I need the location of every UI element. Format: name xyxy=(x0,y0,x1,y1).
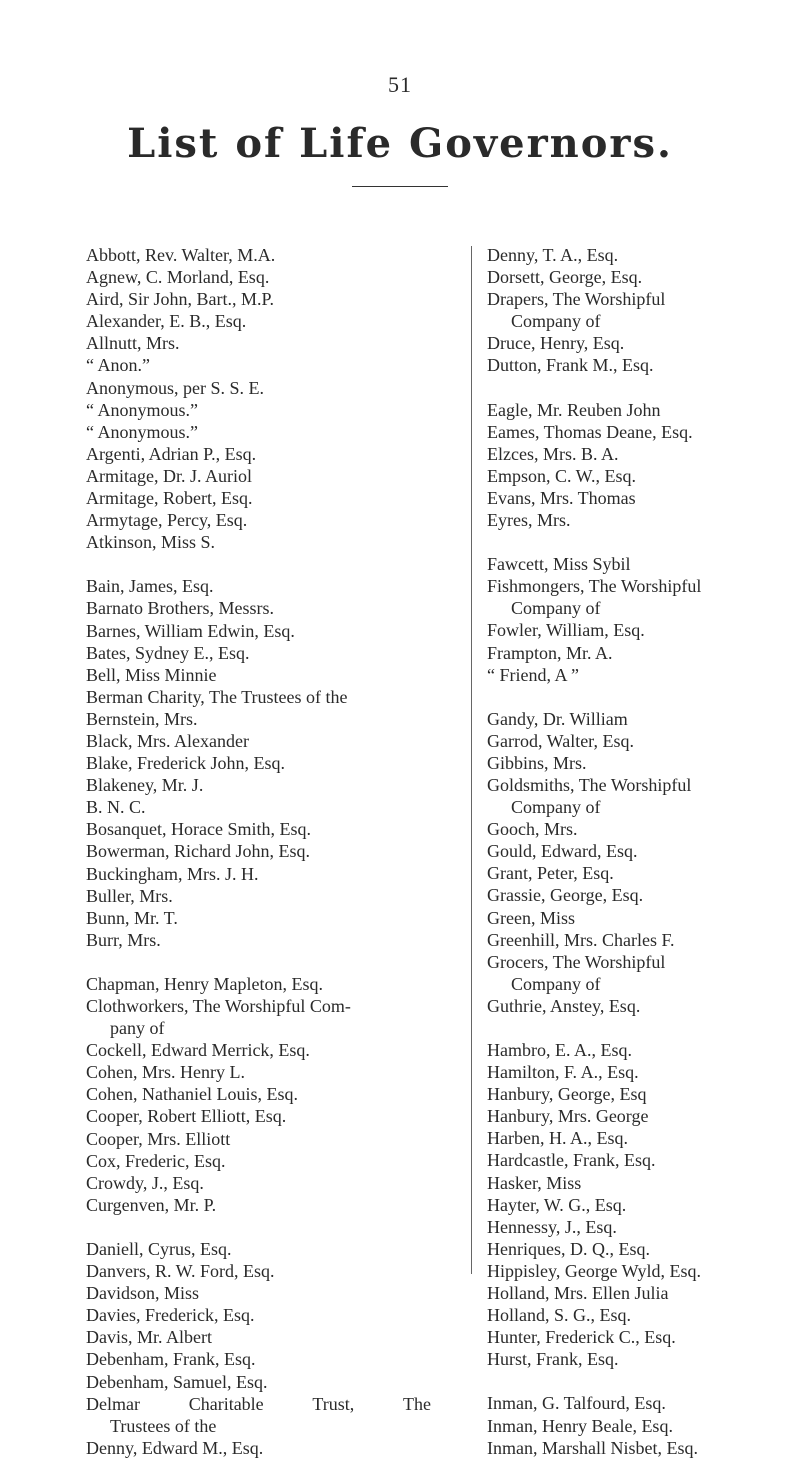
list-item: “ Anonymous.” xyxy=(86,399,198,420)
list-item-continuation: Company of xyxy=(511,797,601,818)
list-item: Hennessy, J., Esq. xyxy=(487,1216,617,1237)
list-item-word: The xyxy=(403,1393,431,1414)
list-item: Hasker, Miss xyxy=(487,1172,582,1193)
list-item: Guthrie, Anstey, Esq. xyxy=(487,995,641,1016)
list-item: Buller, Mrs. xyxy=(86,885,173,906)
list-item: Inman, G. Talfourd, Esq. xyxy=(487,1393,666,1414)
list-item-word: Charitable xyxy=(188,1393,264,1414)
list-item: Hardcastle, Frank, Esq. xyxy=(487,1150,656,1171)
list-item: Davis, Mr. Albert xyxy=(86,1327,212,1348)
list-item: Cohen, Mrs. Henry L. xyxy=(86,1062,245,1083)
list-item: Curgenven, Mr. P. xyxy=(86,1194,217,1215)
list-item: Alexander, E. B., Esq. xyxy=(86,311,247,332)
list-item: Grocers, The Worshipful xyxy=(487,951,666,972)
list-item: Dorsett, George, Esq. xyxy=(487,267,643,288)
list-item: Berman Charity, The Trustees of the xyxy=(86,686,348,707)
list-item: Hambro, E. A., Esq. xyxy=(487,1040,632,1060)
list-item: Armitage, Robert, Esq. xyxy=(86,488,253,509)
list-item: Chapman, Henry Mapleton, Esq. xyxy=(86,973,323,994)
list-item: Debenham, Samuel, Esq. xyxy=(86,1371,268,1392)
list-item: Bosanquet, Horace Smith, Esq. xyxy=(86,819,311,840)
list-item: Debenham, Frank, Esq. xyxy=(86,1349,256,1370)
list-item: Clothworkers, The Worshipful Com- xyxy=(86,996,351,1016)
list-item: Holland, Mrs. Ellen Julia xyxy=(487,1283,669,1304)
list-item: Holland, S. G., Esq. xyxy=(487,1305,631,1326)
list-item: Evans, Mrs. Thomas xyxy=(487,487,636,508)
title-rule xyxy=(352,186,448,187)
list-item: Greenhill, Mrs. Charles F. xyxy=(487,929,675,950)
list-item: Fishmongers, The Worshipful xyxy=(487,576,702,597)
list-item: Hurst, Frank, Esq. xyxy=(487,1349,619,1370)
list-item: Hunter, Frederick C., Esq. xyxy=(487,1327,676,1348)
list-item: Empson, C. W., Esq. xyxy=(487,465,637,486)
list-item: “ Anonymous.” xyxy=(86,421,198,442)
list-item-word: Trust, xyxy=(312,1393,355,1414)
list-item: Green, Miss xyxy=(487,907,575,928)
list-item: Argenti, Adrian P., Esq. xyxy=(86,443,257,464)
list-item: Burr, Mrs. xyxy=(86,929,161,950)
list-item: Bell, Miss Minnie xyxy=(86,664,217,685)
list-item-continuation: pany of xyxy=(110,1018,165,1039)
list-item: Eames, Thomas Deane, Esq. xyxy=(487,421,693,442)
list-item: Drapers, The Worshipful xyxy=(487,289,666,310)
list-item: Harben, H. A., Esq. xyxy=(487,1128,628,1149)
list-item: Armitage, Dr. J. Auriol xyxy=(86,465,252,486)
list-item: Agnew, C. Morland, Esq. xyxy=(86,267,270,288)
list-item: Denny, Edward M., Esq. xyxy=(86,1437,264,1458)
left-column-list xyxy=(86,244,446,1459)
list-item-continuation: Company of xyxy=(511,973,601,994)
list-item: Danvers, R. W. Ford, Esq. xyxy=(86,1261,275,1282)
list-item: B. N. C. xyxy=(86,797,146,818)
list-item: Goldsmiths, The Worshipful xyxy=(487,774,692,795)
list-item: Davidson, Miss xyxy=(86,1283,200,1304)
list-item-continuation: Company of xyxy=(511,311,601,332)
list-item: Grassie, George, Esq. xyxy=(487,885,644,906)
list-item: Black, Mrs. Alexander xyxy=(86,730,249,751)
list-item-continuation: Trustees of the xyxy=(110,1415,217,1436)
list-item: Allnutt, Mrs. xyxy=(86,333,180,354)
column-divider xyxy=(471,246,472,1274)
list-item: Hanbury, Mrs. George xyxy=(487,1106,649,1127)
list-item: Anonymous, per S. S. E. xyxy=(86,377,265,398)
list-item: Cockell, Edward Merrick, Esq. xyxy=(86,1040,310,1061)
list-item: Bernstein, Mrs. xyxy=(86,708,198,729)
list-item: Armytage, Percy, Esq. xyxy=(86,510,248,531)
right-column-list xyxy=(487,244,787,1459)
list-item-word: Delmar xyxy=(86,1393,140,1414)
list-item: Barnato Brothers, Messrs. xyxy=(86,598,274,619)
list-item: “ Anon.” xyxy=(86,355,150,376)
list-item: Hanbury, George, Esq xyxy=(487,1084,647,1105)
list-item: Inman, Henry Beale, Esq. xyxy=(487,1415,673,1436)
list-item: Gibbins, Mrs. xyxy=(487,752,587,773)
list-item: Henriques, D. Q., Esq. xyxy=(487,1238,650,1259)
list-item: Cox, Frederic, Esq. xyxy=(86,1150,226,1171)
list-item-continuation: Company of xyxy=(511,598,601,619)
list-item: Grant, Peter, Esq. xyxy=(487,863,614,884)
page-number: 51 xyxy=(388,72,412,97)
list-item: Aird, Sir John, Bart., M.P. xyxy=(86,289,275,310)
list-item: Cooper, Robert Elliott, Esq. xyxy=(86,1106,287,1127)
list-item: Cohen, Nathaniel Louis, Esq. xyxy=(86,1084,298,1105)
list-item: Barnes, William Edwin, Esq. xyxy=(86,620,295,641)
list-item: Hamilton, F. A., Esq. xyxy=(487,1062,639,1083)
list-item: Gould, Edward, Esq. xyxy=(487,841,638,862)
list-item: “ Friend, A ” xyxy=(487,664,579,685)
list-item: Dutton, Frank M., Esq. xyxy=(487,355,654,376)
list-item: Eyres, Mrs. xyxy=(487,510,571,531)
list-item: Gandy, Dr. William xyxy=(487,708,628,729)
list-item: Bates, Sydney E., Esq. xyxy=(86,642,250,663)
list-item: Denny, T. A., Esq. xyxy=(487,245,619,265)
list-item: Buckingham, Mrs. J. H. xyxy=(86,863,259,884)
list-item: Cooper, Mrs. Elliott xyxy=(86,1128,231,1149)
list-item: Hippisley, George Wyld, Esq. xyxy=(487,1260,702,1281)
list-item: Blake, Frederick John, Esq. xyxy=(86,753,285,774)
list-item: Bunn, Mr. T. xyxy=(86,907,178,928)
list-item: Crowdy, J., Esq. xyxy=(86,1172,204,1193)
list-item: Bain, James, Esq. xyxy=(86,576,214,597)
list-item: Druce, Henry, Esq. xyxy=(487,333,625,354)
list-item: Eagle, Mr. Reuben John xyxy=(487,399,661,420)
list-item: Hayter, W. G., Esq. xyxy=(487,1194,627,1215)
list-item: Garrod, Walter, Esq. xyxy=(487,730,634,751)
list-item: Davies, Frederick, Esq. xyxy=(86,1305,255,1326)
list-item: Inman, Marshall Nisbet, Esq. xyxy=(487,1437,698,1458)
page-title: List of Life Governors. xyxy=(127,120,673,167)
list-item: Atkinson, Miss S. xyxy=(86,532,216,553)
list-item xyxy=(86,1393,431,1415)
list-item: Frampton, Mr. A. xyxy=(487,642,613,663)
list-item: Fawcett, Miss Sybil xyxy=(487,554,631,575)
list-item: Bowerman, Richard John, Esq. xyxy=(86,841,310,862)
list-item: Elzces, Mrs. B. A. xyxy=(487,443,619,464)
list-item: Daniell, Cyrus, Esq. xyxy=(86,1238,232,1259)
list-item: Gooch, Mrs. xyxy=(487,819,578,840)
list-item: Blakeney, Mr. J. xyxy=(86,775,204,796)
list-item: Abbott, Rev. Walter, M.A. xyxy=(86,245,276,265)
list-item: Fowler, William, Esq. xyxy=(487,620,645,641)
